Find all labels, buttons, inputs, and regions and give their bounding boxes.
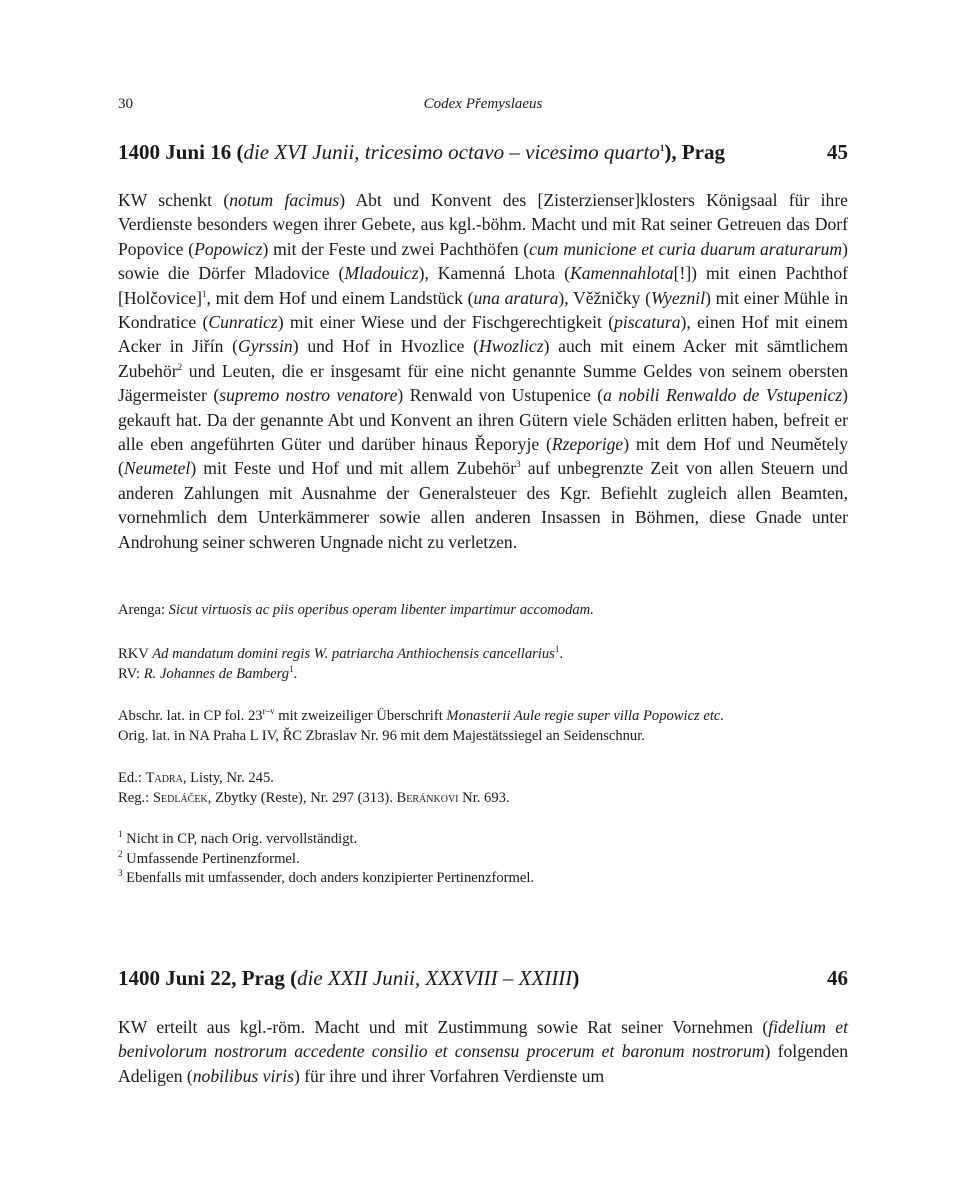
charter-45-regest xyxy=(118,188,848,554)
italic-text: Sicut virtuosis ac piis operibus operam libenter impartimur accomodam. xyxy=(168,602,594,618)
italic-text: una aratura xyxy=(473,287,559,308)
italic-text: supremo nostro venatore xyxy=(219,385,398,406)
italic-text: Hwozlicz xyxy=(479,336,544,357)
running-title: Codex Přemyslaeus xyxy=(423,96,543,112)
text-run: ) mit der Feste und zwei Pachthöfen ( xyxy=(262,238,530,259)
footnotes xyxy=(118,830,848,889)
italic-text: Rzeporige xyxy=(551,434,624,455)
text-run: Ebenfalls mit umfassender, doch anders konzipierter Pertinenzformel. xyxy=(126,870,535,886)
italic-text: Kamennahlota xyxy=(570,263,674,284)
italic-text: Gyrssin xyxy=(237,336,293,357)
text-run: Umfassende Pertinenzformel. xyxy=(126,850,300,867)
footnote xyxy=(118,830,848,850)
italic-text: nobilibus viris xyxy=(192,1065,294,1086)
charter-46-heading: 1400 Juni 22, Prag (die XXII Junii, XXXVIII – XXIIII) 46 xyxy=(118,966,848,990)
text-run: RKV xyxy=(118,646,153,662)
arenga xyxy=(118,601,848,621)
italic-text: Neumetel xyxy=(123,458,191,479)
tradition-notes xyxy=(118,707,848,746)
italic-text: Ad mandatum domini regis W. patriarcha Anthiochensis cancellarius xyxy=(152,646,555,662)
footnote-ref: 1 xyxy=(202,288,207,299)
charter-45-date: 1400 Juni 16 xyxy=(118,140,232,164)
text-run: KW schenkt ( xyxy=(118,190,230,210)
text-run: 2 xyxy=(118,848,123,859)
charter-45-heading: 1400 Juni 16 (die XVI Junii, tricesimo octavo – vicesimo quarto$^1$), Prag 45 xyxy=(118,140,848,164)
italic-text: a nobili Renwaldo de Vstupenicz xyxy=(603,385,843,406)
text-run: ) auch mit einem Acker mit sämtlichem Zubehör xyxy=(118,336,849,381)
footnote-ref: 3 xyxy=(516,459,521,470)
text-run: und Leuten, die er insgesamt für eine nicht genannte Summe Geldes von seinem obersten Jägermeister ( xyxy=(118,360,848,406)
text-run: ) mit einer Wiese und der Fischgerechtigkeit ( xyxy=(277,312,615,333)
text-run: ) gekauft hat. Da der genannte Abt und Konvent an ihren Gütern viele Schäden erlitten haben, befreit er alle eben angeführten Güter und darüber hinaus Řeporyje ( xyxy=(118,385,848,455)
text-run: Beránkovi xyxy=(396,789,459,806)
page-number: 30 xyxy=(118,96,133,112)
charter-46-date-latin: die XXII Junii, XXXVIII – XXIIII xyxy=(297,966,573,990)
italic-text: Cunraticz xyxy=(208,312,278,333)
charter-45-date-latin: die XVI Junii, tricesimo octavo – vicesimo quarto xyxy=(243,140,660,164)
rkv-note: RKV Ad mandatum domini regis W. patriarcha Anthiochensis cancellarius$^1$. xyxy=(118,644,564,662)
text-run: , mit dem Hof und einem Landstück ( xyxy=(206,287,474,308)
edition-note xyxy=(118,769,848,789)
charter-45-number: 45 xyxy=(827,140,848,164)
text-run: ) mit dem Hof und Neumětely ( xyxy=(118,434,848,479)
literature-notes xyxy=(118,769,848,808)
text-run: ) sowie die Dörfer Mladovice ( xyxy=(118,238,848,284)
text-run: 1 xyxy=(289,663,294,674)
italic-text: notum facimus xyxy=(229,190,340,210)
footnote-ref: 2 xyxy=(177,361,183,372)
charter-45-place: , Prag xyxy=(671,140,726,164)
italic-text: Popowicz xyxy=(194,238,263,259)
text-run: ) und Hof in Hvozlice ( xyxy=(292,336,480,357)
text-run: 1 xyxy=(118,829,123,840)
text-run: ) folgenden Adeligen ( xyxy=(118,1041,849,1086)
charter-46-date: 1400 Juni 22, Prag xyxy=(118,966,285,990)
text-run: ) für ihre und ihrer Vorfahren Verdienste um xyxy=(293,1065,605,1086)
text-run: KW erteilt aus kgl.-röm. Macht und mit Zustimmung sowie Rat seiner Vornehmen ( xyxy=(118,1017,769,1037)
chancery-notes xyxy=(118,645,848,684)
text-run: ), Kamenná Lhota ( xyxy=(418,263,570,284)
charter-46-number: 46 xyxy=(827,966,848,990)
text-run: Sedláček xyxy=(152,789,208,806)
italic-text: Monasterii Aule regie super villa Popowicz etc. xyxy=(446,708,725,724)
italic-text: piscatura xyxy=(614,312,681,333)
text-run: Ed.: xyxy=(118,770,146,786)
running-head xyxy=(118,96,848,118)
text-run: , Listy, Nr. 245. xyxy=(182,770,274,786)
italic-text: Mladouicz xyxy=(344,263,419,284)
footnote-ref: 1 xyxy=(659,143,665,153)
italic-text: Wyeznil xyxy=(651,287,706,308)
text-run: [!]) mit einen Pachthof [Holčovice] xyxy=(118,263,848,308)
text-run: ), Věžničky ( xyxy=(558,287,651,308)
italic-text: R. Johannes de Bamberg xyxy=(143,665,290,682)
text-run: Reg.: xyxy=(118,789,153,806)
italic-text: cum municione et curia duarum araturarum xyxy=(529,238,843,259)
text-run: ), einen Hof mit einem Acker in Jiřín ( xyxy=(118,312,848,357)
text-run: ) mit Feste und Hof und mit allem Zubehör xyxy=(190,458,517,479)
text-run: mit zweizeiliger Überschrift xyxy=(274,708,447,724)
text-run: 1 xyxy=(554,644,560,655)
text-run: Abschr. lat. in CP fol. 23 xyxy=(118,708,263,724)
text-run: r–v xyxy=(262,706,275,717)
footnote xyxy=(118,850,848,870)
text-run: Nr. 693. xyxy=(458,789,510,806)
rv-note: RV: R. Johannes de Bamberg$^1$. xyxy=(118,663,298,682)
text-run: Arenga: xyxy=(118,602,169,618)
text-run: , Zbytky (Reste), Nr. 297 (313). xyxy=(207,789,397,806)
text-run: auf unbegrenzte Zeit von allen Steuern und anderen Zahlungen mit Ausnahme der Generalsteuer des Kgr. Befiehlt zugleich allen Beamten, vornehmlich dem Unterkämmerer sowie allen anderen Insassen in Böhmen, diese Gnade unter Androhung seiner schweren Ungnade nicht zu verletzen. xyxy=(118,458,848,552)
text-run: ) Renwald von Ustupenice ( xyxy=(397,385,604,406)
orig-note: Orig. lat. in NA Praha L IV, ŘC Zbraslav Nr. 96 mit dem Majestätssiegel an Seidenschnur. xyxy=(118,727,645,744)
text-run: RV: xyxy=(118,665,144,682)
text-run: 3 xyxy=(118,868,123,879)
text-run: ) Abt und Konvent des [Zisterzienser]klosters Königsaal für ihre Verdienste besonders wegen ihrer Gebete, aus kgl.-böhm. Macht und mit Rat seiner Getreuen das Dorf Popovice ( xyxy=(118,190,848,259)
text-run: Tadra xyxy=(145,770,183,786)
charter-46-regest xyxy=(118,1015,848,1088)
text-run: ) mit einer Mühle in Kondratice ( xyxy=(118,287,848,333)
abschr-note xyxy=(118,707,848,727)
italic-text: fidelium et benivolorum nostrorum accedente consilio et consensu procerum et baronum nostrorum xyxy=(118,1017,848,1062)
text-run: Nicht in CP, nach Orig. vervollständigt. xyxy=(126,831,358,847)
footnote xyxy=(118,869,848,889)
regest-note xyxy=(118,789,848,809)
